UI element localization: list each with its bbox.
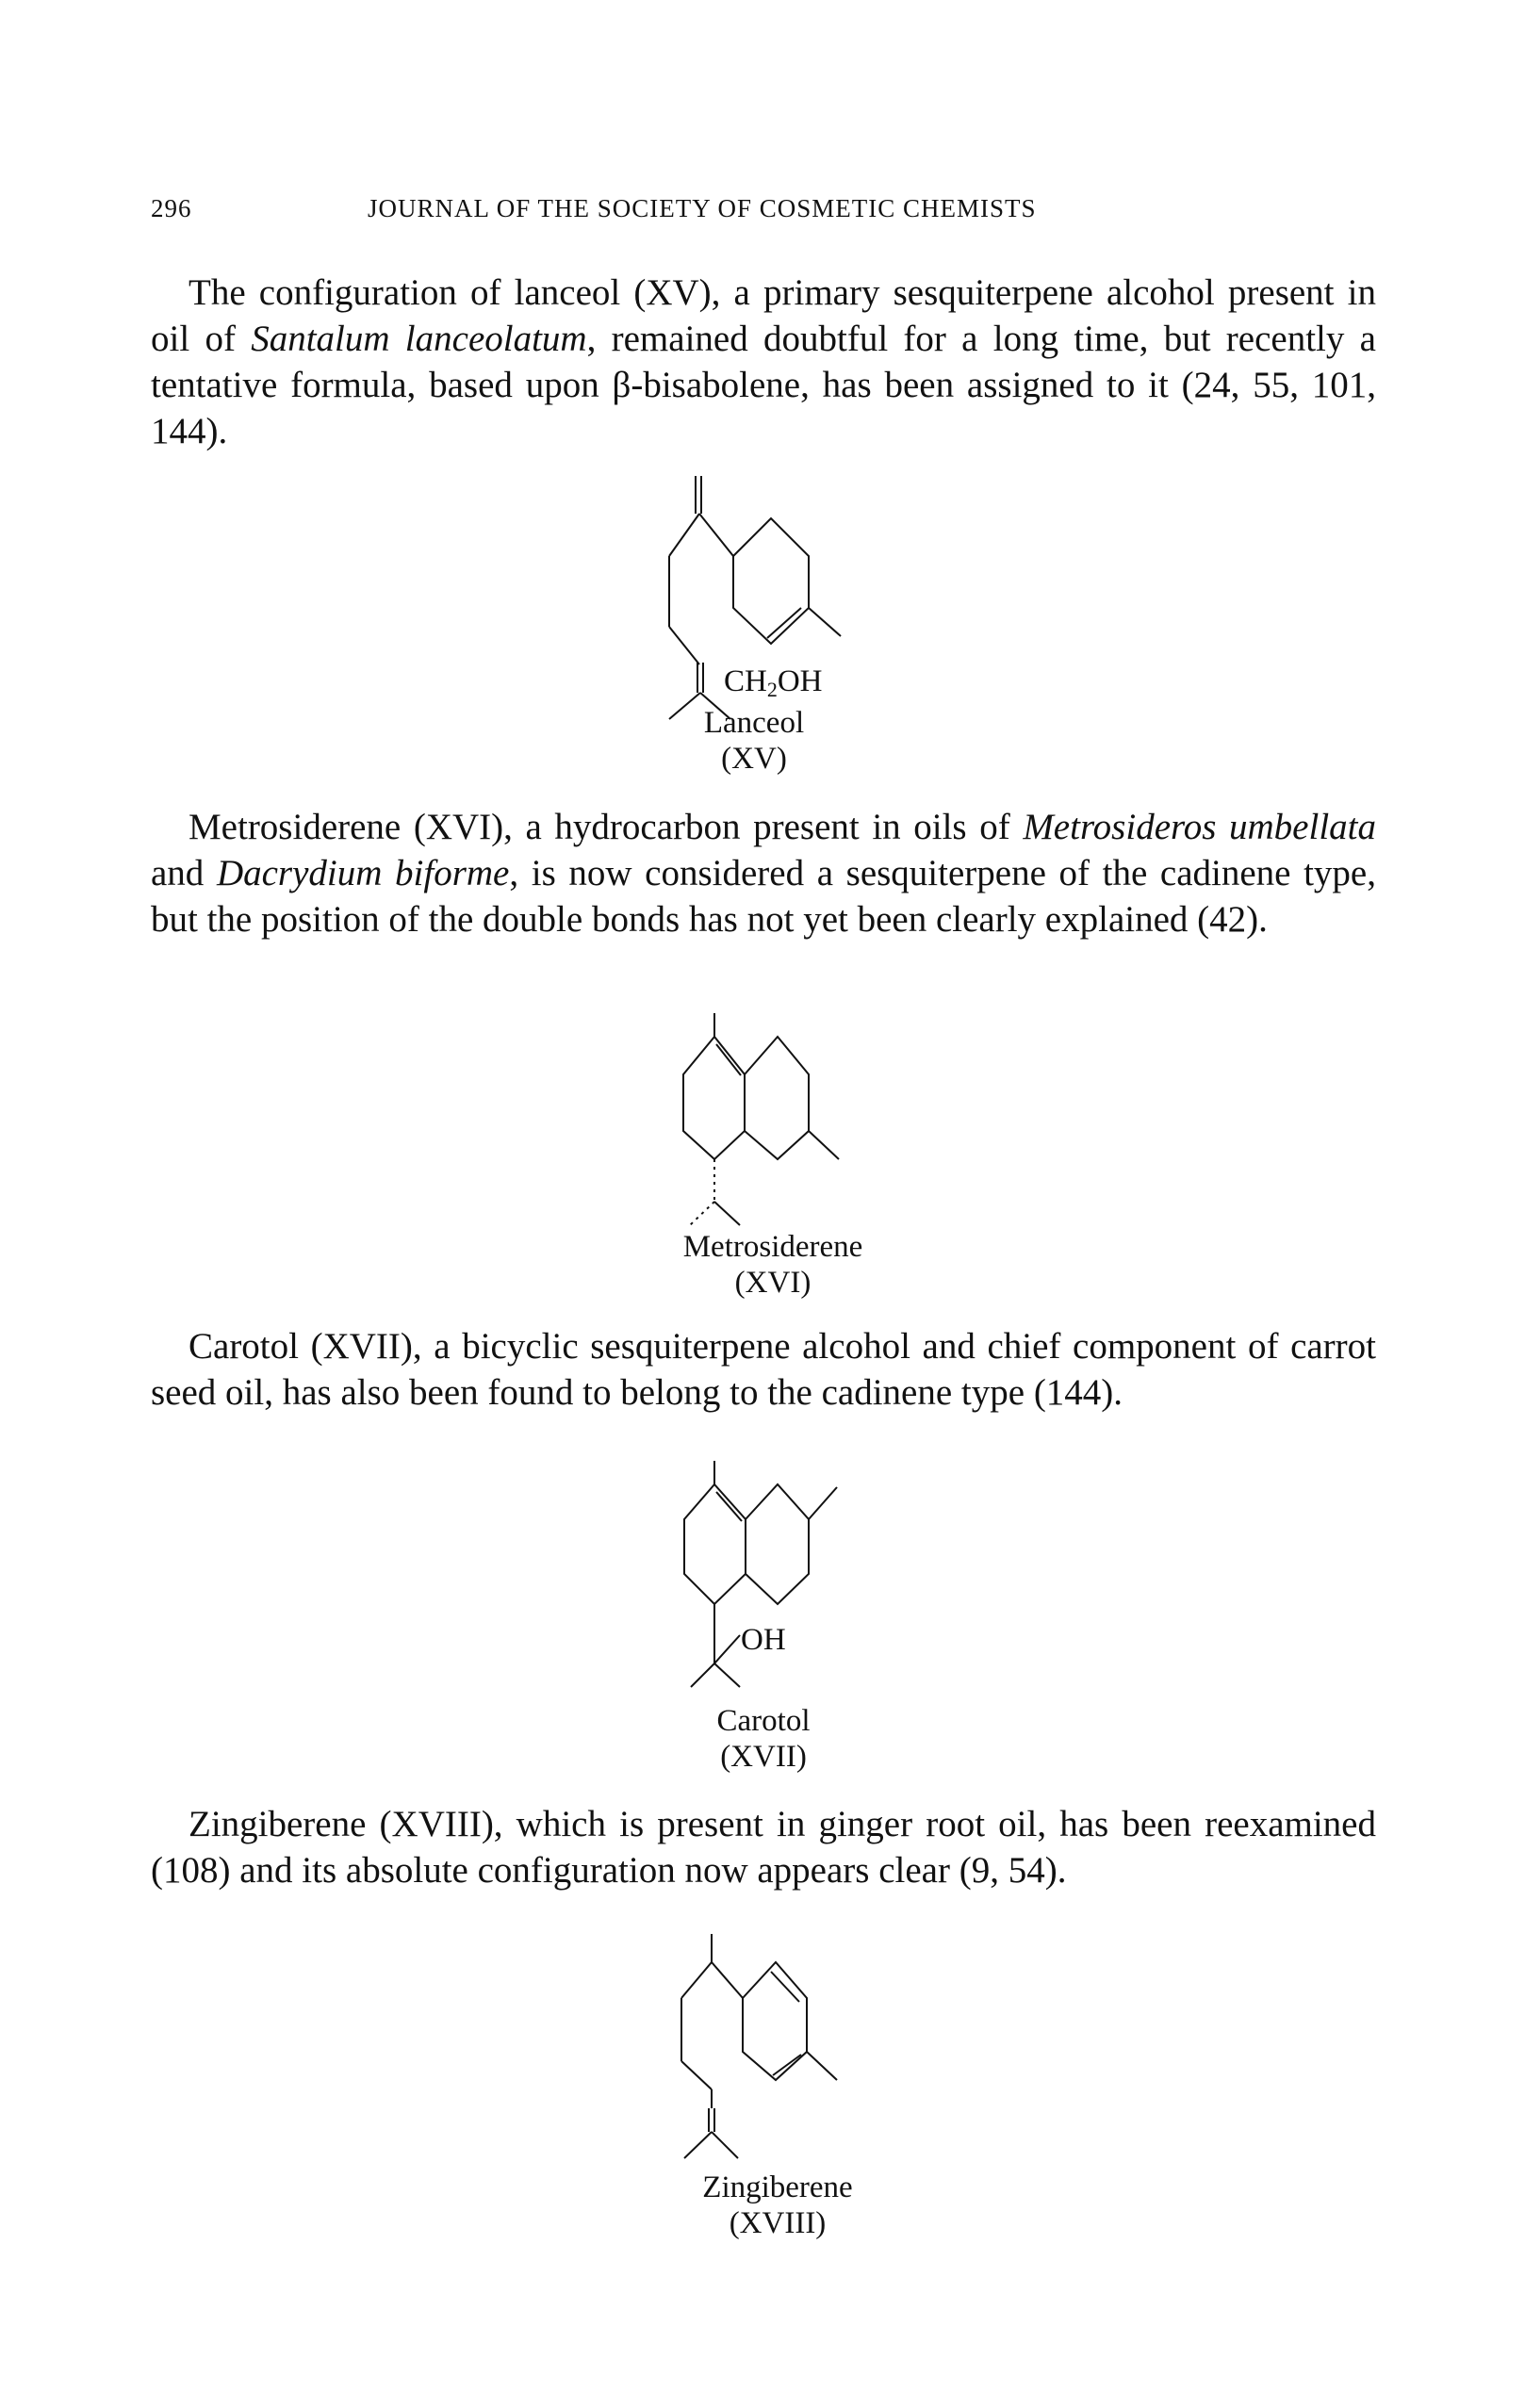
italic-species-name: Dacrydium biforme (216, 853, 510, 893)
paragraph-text: Metrosiderene (XVI), a hydrocarbon present in oils of (189, 807, 1024, 847)
paragraph-carotol (151, 1323, 1376, 1416)
running-header (151, 194, 1376, 232)
italic-species-name: Santalum lanceolatum (251, 319, 587, 359)
paragraph-text: The configuration of lanceol (XV), a primary sesquiterpene alcohol present in oil of (151, 272, 1376, 359)
compound-numeral: (XVII) (720, 1740, 807, 1774)
journal-title: JOURNAL OF THE SOCIETY OF COSMETIC CHEMISTS (368, 194, 1037, 222)
paragraph-text: Carotol (XVII), a bicyclic sesquiterpene alcohol and chief component of carrot seed oil, has also been found to belong to the cadinene type (144). (151, 1326, 1376, 1413)
compound-name: Metrosiderene (682, 1230, 863, 1264)
zingiberene-structure (667, 1934, 875, 2165)
paragraph-zingiberene (151, 1801, 1376, 1893)
lanceol-caption (641, 705, 867, 777)
compound-name: Zingiberene (702, 2170, 853, 2204)
compound-name: Lanceol (703, 706, 805, 740)
paragraph-metrosiderene (151, 804, 1376, 942)
zingiberene-caption (650, 2170, 905, 2241)
paragraph-lanceol (151, 270, 1376, 454)
carotol-caption (650, 1703, 877, 1775)
page-number: 296 (151, 194, 192, 222)
italic-species-name: Metrosideros umbellata (1023, 807, 1376, 847)
paragraph-text: Zingiberene (XVIII), which is present in ginger root oil, has been reexamined (108) and its absolute configuration now appears clear (9, 54). (151, 1804, 1376, 1891)
paragraph-text: , is now considered a sesquiterpene of the cadinene type, but the position of the double bonds has not yet been clearly explained (42). (151, 853, 1376, 940)
compound-numeral: (XV) (721, 742, 787, 776)
compound-numeral: (XVI) (734, 1266, 812, 1300)
compound-name: Carotol (716, 1704, 811, 1738)
metrosiderene-structure (679, 1013, 886, 1225)
metrosiderene-caption (650, 1229, 895, 1301)
lanceol-group-label: $CH_2OH$ (724, 664, 823, 701)
carotol-group-label: OH (741, 1623, 786, 1657)
compound-numeral: (XVIII) (729, 2206, 827, 2240)
paragraph-text: and (151, 853, 217, 893)
paragraph-text: , remained doubtful for a long time, but recently a tentative formula, based upon β-bisabolene, has been assigned to it (24, 55, 101, 144). (151, 319, 1376, 451)
